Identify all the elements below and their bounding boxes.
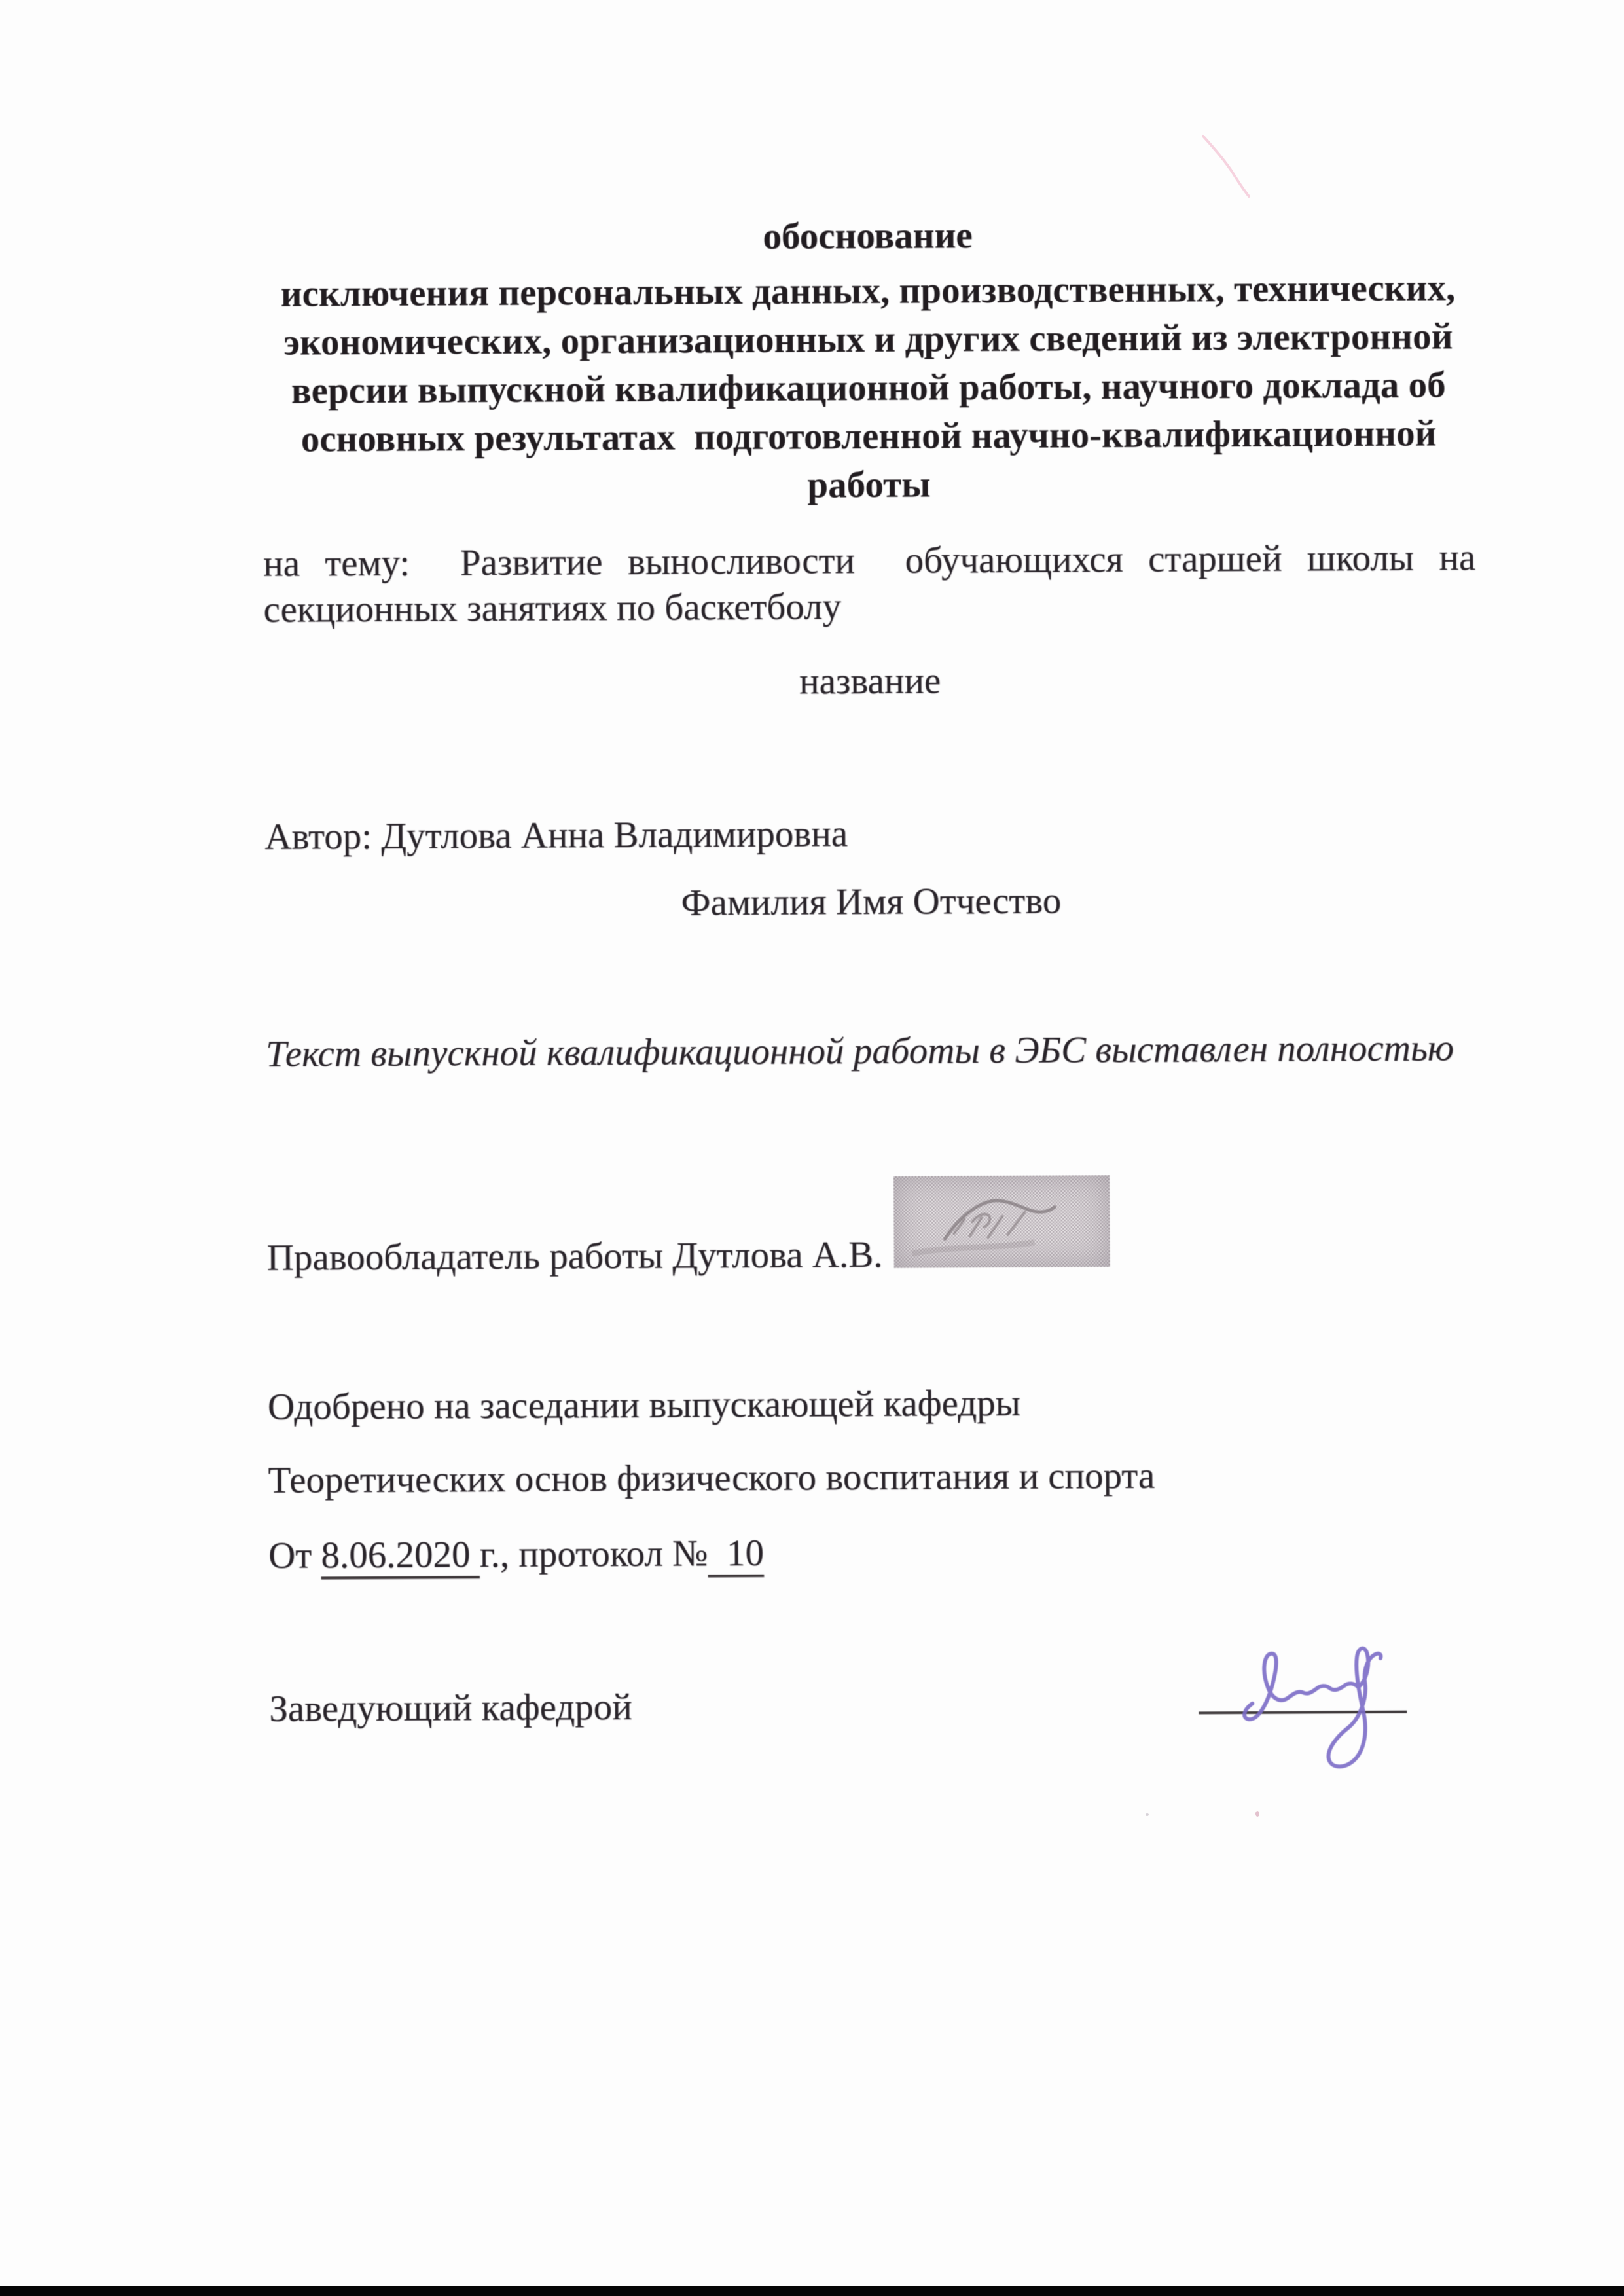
topic-caption: название <box>799 660 941 702</box>
scanned-signature-box <box>893 1175 1110 1268</box>
ebs-statement: Текст выпускной квалификационной работы в ЭБС выставлен полностью <box>265 1027 1454 1075</box>
approval-line-2: Теоретических основ физического воспитания и спорта <box>268 1455 1155 1501</box>
author-caption: Фамилия Имя Отчество <box>681 880 1062 924</box>
scan-speck <box>1146 1813 1149 1816</box>
scan-speck <box>1255 1811 1259 1817</box>
protocol-number-underlined: 10 <box>708 1532 765 1575</box>
document-title: обоснование <box>763 215 973 257</box>
head-ink-signature-icon <box>1218 1624 1428 1789</box>
justification-line-3: версии выпускной квалификационной работы, научного доклада об <box>291 364 1446 412</box>
protocol-line <box>268 1533 764 1576</box>
head-of-department-label: Заведующий кафедрой <box>269 1686 632 1730</box>
document-content <box>261 0 1485 2296</box>
approval-line-1: Одобрено на заседании выпускающей кафедры <box>267 1382 1021 1428</box>
protocol-date-underlined: 8.06.2020 <box>321 1534 480 1576</box>
justification-line-5: работы <box>807 464 931 506</box>
topic-line-2: секционных занятиях по баскетболу <box>263 586 842 630</box>
topic-line-1: на тему: Развитие выносливости обучающихся старшей школы на <box>262 537 1476 585</box>
justification-line-1: исключения персональных данных, производственных, технических, <box>280 267 1456 315</box>
justification-paragraph <box>262 264 1475 513</box>
scanner-edge-bar <box>0 2286 1624 2296</box>
protocol-prefix: От <box>268 1535 321 1576</box>
rightsholder-signature-icon <box>893 1175 1110 1268</box>
justification-line-2: экономических, организационных и других сведений из электронной <box>283 316 1453 363</box>
rightsholder-line: Правообладатель работы Дутлова А.В. <box>266 1233 883 1279</box>
author-line: Автор: Дутлова Анна Владимировна <box>264 813 848 858</box>
numero-sign: № <box>672 1533 708 1575</box>
protocol-mid: г., протокол <box>479 1533 673 1576</box>
justification-line-4: основных результатах подготовленной научно-квалификационной <box>300 412 1437 460</box>
